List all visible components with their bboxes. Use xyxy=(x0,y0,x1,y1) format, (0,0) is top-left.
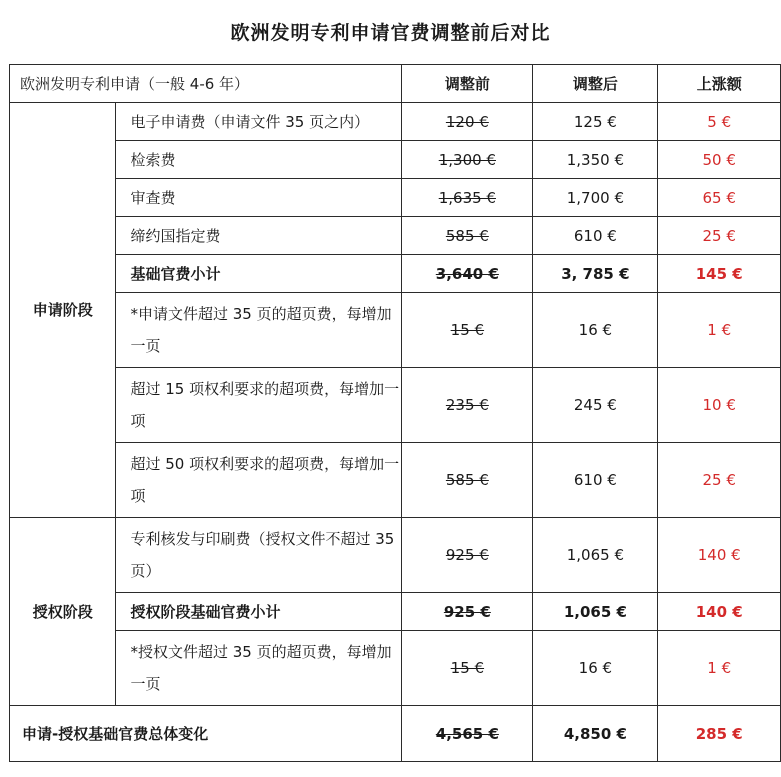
table-row xyxy=(10,103,781,141)
fee-item: 审查费 xyxy=(116,179,402,217)
stage-grant: 授权阶段 xyxy=(10,518,116,706)
stage-application: 申请阶段 xyxy=(10,103,116,518)
header-rise: 上涨额 xyxy=(658,65,781,103)
fee-before: 585 € xyxy=(445,471,489,489)
fee-after: 610 € xyxy=(533,443,658,518)
fee-item: 缔约国指定费 xyxy=(116,217,402,255)
fee-rise: 5 € xyxy=(658,103,781,141)
fee-after: 16 € xyxy=(533,293,658,368)
fee-after: 1,350 € xyxy=(533,141,658,179)
subtotal-row xyxy=(10,593,781,631)
header-before: 调整前 xyxy=(402,65,533,103)
fee-rise: 1 € xyxy=(658,293,781,368)
total-before: 4,565 € xyxy=(435,724,499,743)
fee-before: 15 € xyxy=(450,321,485,339)
fee-after: 245 € xyxy=(533,368,658,443)
fee-item: *申请文件超过 35 页的超页费，每增加一页 xyxy=(116,293,402,368)
fee-after: 610 € xyxy=(533,217,658,255)
fee-before: 1,300 € xyxy=(438,150,496,169)
table-row xyxy=(10,141,781,179)
total-rise: 285 € xyxy=(658,706,781,762)
fee-after: 1,065 € xyxy=(533,518,658,593)
table-row xyxy=(10,179,781,217)
fee-before: 1,635 € xyxy=(438,188,496,207)
header-after: 调整后 xyxy=(533,65,658,103)
fee-before: 235 € xyxy=(445,396,489,414)
fee-rise: 25 € xyxy=(658,443,781,518)
fee-before: 3,640 € xyxy=(435,264,499,283)
page-title: 欧洲发明专利申请官费调整前后对比 xyxy=(230,22,551,44)
fee-after: 16 € xyxy=(533,631,658,706)
fee-item: 电子申请费（申请文件 35 页之内） xyxy=(116,103,402,141)
fee-before: 925 € xyxy=(443,602,491,621)
subtotal-row xyxy=(10,255,781,293)
fee-item: 超过 50 项权利要求的超项费，每增加一项 xyxy=(116,443,402,518)
table-row xyxy=(10,217,781,255)
total-label: 申请-授权基础官费总体变化 xyxy=(10,706,402,762)
fee-rise: 25 € xyxy=(658,217,781,255)
fee-rise: 145 € xyxy=(658,255,781,293)
fee-after: 1,700 € xyxy=(533,179,658,217)
fee-item-subtotal: 授权阶段基础官费小计 xyxy=(116,593,402,631)
table-row xyxy=(10,518,781,593)
fee-after: 3, 785 € xyxy=(533,255,658,293)
fee-item: 超过 15 项权利要求的超项费，每增加一项 xyxy=(116,368,402,443)
fee-after: 125 € xyxy=(533,103,658,141)
fee-rise: 65 € xyxy=(658,179,781,217)
header-category: 欧洲发明专利申请（一般 4-6 年） xyxy=(10,65,402,103)
fee-before: 15 € xyxy=(450,659,485,677)
fee-item: 专利核发与印刷费（授权文件不超过 35 页） xyxy=(116,518,402,593)
total-after: 4,850 € xyxy=(533,706,658,762)
fee-comparison-table xyxy=(9,64,781,762)
table-header-row xyxy=(10,65,781,103)
fee-rise: 1 € xyxy=(658,631,781,706)
fee-item: *授权文件超过 35 页的超页费，每增加一页 xyxy=(116,631,402,706)
table-row xyxy=(10,631,781,706)
fee-after: 1,065 € xyxy=(533,593,658,631)
fee-item: 检索费 xyxy=(116,141,402,179)
fee-before: 120 € xyxy=(445,112,489,131)
table-row xyxy=(10,368,781,443)
fee-item-subtotal: 基础官费小计 xyxy=(116,255,402,293)
table-row xyxy=(10,443,781,518)
fee-rise: 50 € xyxy=(658,141,781,179)
fee-before: 585 € xyxy=(445,226,489,245)
table-row xyxy=(10,293,781,368)
fee-rise: 140 € xyxy=(658,518,781,593)
fee-before: 925 € xyxy=(445,546,489,564)
fee-rise: 140 € xyxy=(658,593,781,631)
fee-rise: 10 € xyxy=(658,368,781,443)
total-row xyxy=(10,706,781,762)
